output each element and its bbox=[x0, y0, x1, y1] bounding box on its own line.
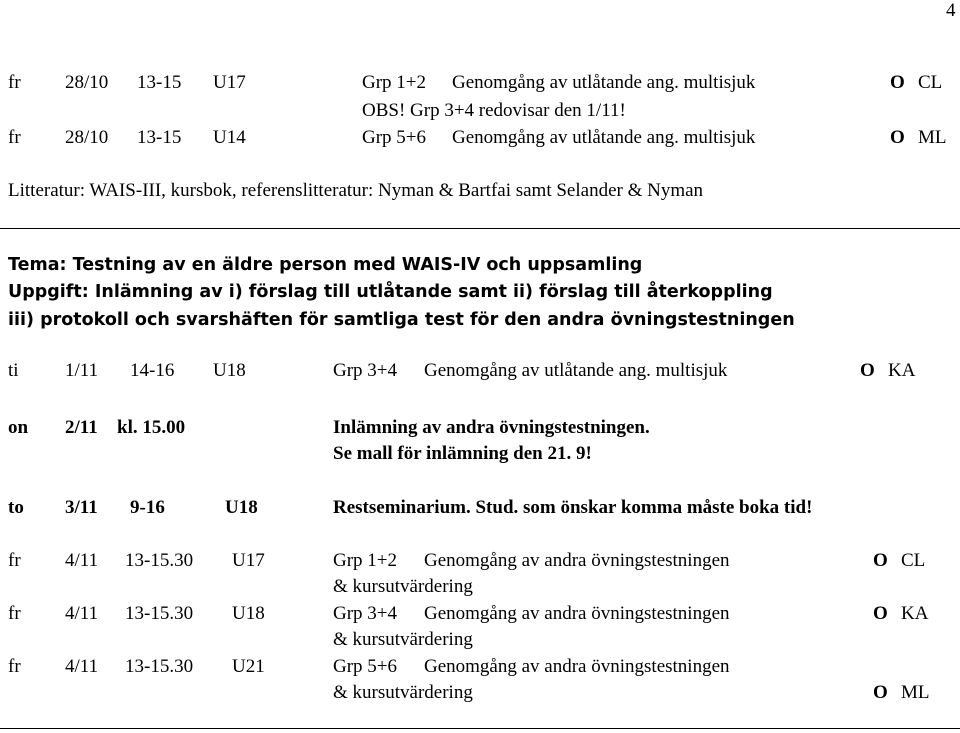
teacher: KA bbox=[888, 360, 916, 381]
time: 13-15.30 bbox=[125, 603, 194, 624]
day: fr bbox=[8, 656, 21, 677]
teacher: CL bbox=[901, 550, 926, 571]
room: U18 bbox=[232, 603, 265, 624]
assignment-line-cont: iii) protokoll och svarshäften för samtliga test för den andra övningstestningen bbox=[8, 310, 795, 330]
group: Grp 5+6 bbox=[333, 656, 398, 677]
date: 3/11 bbox=[65, 497, 98, 518]
room: U18 bbox=[225, 497, 258, 518]
template-note: Se mall för inlämning den 21. 9! bbox=[333, 443, 592, 464]
theme-title: Tema: Testning av en äldre person med WAIS-IV och uppsamling bbox=[8, 255, 643, 275]
description-cont: & kursutvärdering bbox=[333, 629, 473, 650]
room: U18 bbox=[213, 360, 246, 381]
o-marker: O bbox=[873, 682, 888, 703]
o-marker: O bbox=[860, 360, 875, 381]
room: U17 bbox=[213, 72, 246, 93]
day: fr bbox=[8, 127, 21, 148]
seminar-text: Restseminarium. Stud. som önskar komma måste boka tid! bbox=[333, 497, 813, 518]
date: 1/11 bbox=[65, 360, 99, 381]
time: kl. 15.00 bbox=[117, 417, 186, 438]
time: 13-15.30 bbox=[125, 550, 194, 571]
group: Grp 3+4 bbox=[333, 603, 398, 624]
date: 2/11 bbox=[65, 417, 98, 438]
o-marker: O bbox=[890, 72, 905, 93]
time: 13-15 bbox=[137, 127, 182, 148]
day: fr bbox=[8, 72, 21, 93]
description: Genomgång av utlåtande ang. multisjuk bbox=[424, 360, 728, 381]
description: Genomgång av utlåtande ang. multisjuk bbox=[452, 127, 756, 148]
teacher: CL bbox=[918, 72, 943, 93]
description-cont: & kursutvärdering bbox=[333, 682, 473, 703]
room: U14 bbox=[213, 127, 246, 148]
submission-text: Inlämning av andra övningstestningen. bbox=[333, 417, 650, 438]
day: fr bbox=[8, 603, 21, 624]
teacher: ML bbox=[918, 127, 947, 148]
description: Genomgång av utlåtande ang. multisjuk bbox=[452, 72, 756, 93]
date: 4/11 bbox=[65, 656, 99, 677]
divider bbox=[0, 728, 960, 729]
time: 14-16 bbox=[130, 360, 175, 381]
group: Grp 1+2 bbox=[333, 550, 398, 571]
time: 9-16 bbox=[130, 497, 165, 518]
room: U17 bbox=[232, 550, 265, 571]
assignment-line: Uppgift: Inlämning av i) förslag till utlåtande samt ii) förslag till återkoppling bbox=[8, 282, 773, 302]
day: fr bbox=[8, 550, 21, 571]
description: Genomgång av andra övningstestningen bbox=[424, 603, 730, 624]
group: Grp 1+2 bbox=[362, 72, 427, 93]
time: 13-15.30 bbox=[125, 656, 194, 677]
description: Genomgång av andra övningstestningen bbox=[424, 656, 730, 677]
day: to bbox=[8, 497, 24, 518]
date: 4/11 bbox=[65, 550, 99, 571]
literature-line: Litteratur: WAIS-III, kursbok, referenslitteratur: Nyman & Bartfai samt Selander & Nyman bbox=[8, 180, 704, 201]
group: Grp 3+4 bbox=[333, 360, 398, 381]
time: 13-15 bbox=[137, 72, 182, 93]
teacher: KA bbox=[901, 603, 929, 624]
group: Grp 5+6 bbox=[362, 127, 427, 148]
teacher: ML bbox=[901, 682, 930, 703]
date: 28/10 bbox=[65, 127, 109, 148]
description-cont: & kursutvärdering bbox=[333, 576, 473, 597]
day: on bbox=[8, 417, 29, 438]
page-number: 4 bbox=[946, 0, 956, 21]
description: Genomgång av andra övningstestningen bbox=[424, 550, 730, 571]
room: U21 bbox=[232, 656, 265, 677]
date: 4/11 bbox=[65, 603, 99, 624]
o-marker: O bbox=[873, 603, 888, 624]
o-marker: O bbox=[873, 550, 888, 571]
o-marker: O bbox=[890, 127, 905, 148]
date: 28/10 bbox=[65, 72, 109, 93]
note: OBS! Grp 3+4 redovisar den 1/11! bbox=[362, 100, 626, 121]
day: ti bbox=[8, 360, 19, 381]
divider bbox=[0, 228, 960, 229]
